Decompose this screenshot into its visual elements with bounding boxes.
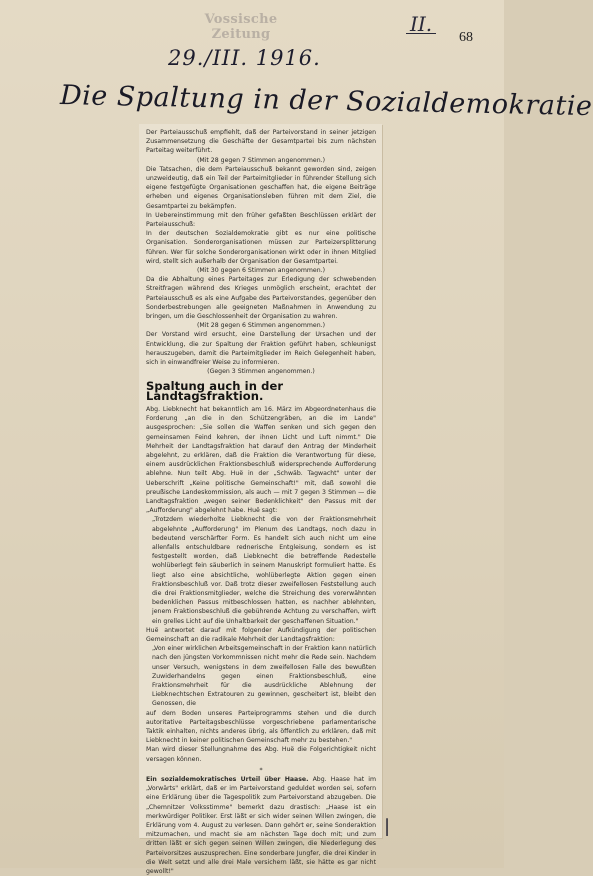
article-paragraph: Da die Abhaltung eines Parteitages zur Erledigung der schwebenden Streitfragen während des Krieges unmöglich erscheint, erachtet der Parteiausschuß es als eine Aufgabe des Parteivorstandes, gegenüber den Sonderbestrebungen alle geeigneten Maßnahmen in Anwendung zu bringen, um die Geschlossenheit der Organisation zu wahren. bbox=[146, 276, 376, 321]
article-paragraph: Man wird dieser Stellungnahme des Abg. Huë die Folgerichtigkeit nicht versagen können. bbox=[146, 746, 376, 763]
lead-body: Abg. Haase hat im „Vorwärts" erklärt, daß er im Parteivorstand geduldet worden sei, sofern eine Erklärung über die Tagespolitik zum Parteivorstand abzugeben. Die „Chemnitzer Volksstimme" bemerkt dazu drastisch: „Haase ist ein merkwürdiger Politiker. Erst läßt er sich wider seinen Willen zwingen, die Erklärung vom 4. August zu verlesen. Dann gehört er, seine Sonderaktion mitzumachen, und macht sie am nächsten Tage doch mit; und zum dritten läßt er sich gegen seinen Willen zwingen, die Niederlegung des Parteivorsitzes auszusprechen. Eine sonderbare Jungfer, die drei Kinder in die Welt setzt und alle drei Male versichern läßt, sie hätte es gar nicht gewollt!" bbox=[146, 776, 377, 876]
article-paragraph: Der Vorstand wird ersucht, eine Darstellung der Ursachen und der Entwicklung, die zur Spaltung der Fraktion geführt haben, schleunigst herauszugeben, damit die Parteimitglieder im Reich Gelegenheit haben, sich in einwandfreier Weise zu informieren. bbox=[146, 331, 376, 367]
newspaper-clipping bbox=[139, 124, 382, 876]
article-paragraph: Abg. Liebknecht hat bekanntlich am 16. März im Abgeordnetenhaus die Forderung „an die in den Schützengräben, an die im Lande" ausgesprochen: „Sie sollen die Waffen senken und sich gegen den gemeinsamen Feind kehren, der ihnen Licht und Luft nimmt." Die Mehrheit der Landtagsfraktion hat darauf den Antrag der Minderheit abgelehnt, zu erklären, daß die Fraktion die Verantwortung für diese, einem ausdrücklichen Fraktionsbeschluß widersprechende Aufforderung ablehne. Nun teilt Abg. Huë in der „Schwäb. Tagwacht" unter der Ueberschrift „Keine politische Gemeinschaft!" mit, daß sowohl die preußische Landeskommission, als auch — mit 7 gegen 3 Stimmen — die Landtagsfraktion „wegen seiner Bedenklichkeit" den Passus mit der „Aufforderung" abgelehnt habe. Huë sagt: bbox=[146, 405, 376, 515]
page-number: 68 bbox=[459, 30, 473, 45]
vote-result: (Mit 30 gegen 6 Stimmen angenommen.) bbox=[196, 267, 326, 275]
article-paragraph: In Uebereinstimmung mit den früher gefaßten Beschlüssen erklärt der Parteiausschuß: bbox=[146, 211, 376, 229]
handwritten-date: 29./III. 1916. bbox=[168, 46, 321, 70]
newspaper-stamp: Vossische Zeitung bbox=[204, 12, 278, 42]
article-heading: Spaltung auch in der Landtagsfraktion. bbox=[146, 379, 284, 403]
article-paragraph: Der Parteiausschuß empfiehlt, daß der Parteivorstand in seiner jetzigen Zusammensetzung die Geschäfte der Gesamtpartei bis zum nächsten Parteitag weiterführt. bbox=[146, 129, 376, 155]
section-divider: * bbox=[259, 766, 263, 774]
lead-in: Ein sozialdemokratisches Urteil über Haase. bbox=[146, 776, 309, 784]
article-paragraph: auf dem Boden unseres Parteiprogramms stehen und die durch autoritative Parteitagsbeschlüsse vorgeschriebene parlamentarische Taktik einhalten, nichts anderes übrig, als öffentlich zu erklären, daß mit Liebknecht in keiner politischen Gemeinschaft mehr zu bestehen." bbox=[146, 709, 376, 745]
handwritten-title: Die Spaltung in der Sozialdemokratie bbox=[59, 80, 593, 123]
vote-result: (Mit 28 gegen 6 Stimmen angenommen.) bbox=[196, 322, 326, 330]
article-paragraph: Die Tatsachen, die dem Parteiausschuß bekannt geworden sind, zeigen unzweideutig, daß ein Teil der Parteimitglieder in führender Stellung sich eigene festgefügte Organisationen geschaffen hat, die eigene Beiträge erheben und eigenes Organisationsleben führen mit dem Ziel, die Gesamtpartei zu bekämpfen. bbox=[146, 165, 376, 210]
vote-result: (Gegen 3 Stimmen angenommen.) bbox=[207, 368, 315, 376]
vote-result: (Mit 28 gegen 7 Stimmen angenommen.) bbox=[196, 156, 326, 164]
margin-mark: | bbox=[384, 816, 391, 837]
article-quote: „Von einer wirklichen Arbeitsgemeinschaft in der Fraktion kann natürlich nach den jüngsten Vorkommnissen nicht mehr die Rede sein. Nachdem unser Versuch, wenigstens in dem zweifellosen Falle des bewußten Zuwiderhandelns gegen einen Fraktionsbeschluß, eine Fraktionsmehrheit für die ausdrückliche Ablehnung der Liebknechtschen Extratouren zu gewinnen, gescheitert ist, bleibt den Genossen, die bbox=[152, 645, 376, 708]
article-quote: „Trotzdem wiederholte Liebknecht die von der Fraktionsmehrheit abgelehnte „Aufforderung" im Plenum des Landtags, noch dazu in bedeutend verschärfter Form. Es handelt sich auch nicht um eine allenfalls entschuldbare rednerische Entgleisung, sondern es ist festgestellt worden, daß Liebknecht die betreffende Redestelle wohlüberlegt fein säuberlich in seinem Manuskript formuliert hatte. Es liegt also eine absichtliche, wohlüberlegte Aktion gegen einen Fraktionsbeschluß vor. Daß trotz dieser zweifellosen Feststellung auch die drei Fraktionsmitglieder, welche die Streichung des vorerwähnten bedenklichen Passus mitbeschlossen hatten, es nachher ablehnten, jenem Fraktionsbeschluß die gebührende Achtung zu verschaffen, wirft ein grelles Licht auf die Unhaltbarkeit der geschaffenen Situation." bbox=[152, 516, 376, 625]
roman-numeral: II. bbox=[410, 12, 433, 36]
article-paragraph bbox=[146, 775, 376, 876]
article-paragraph: In der deutschen Sozialdemokratie gibt es nur eine politische Organisation. Sonderorganisationen müssen zur Parteizersplitterung führen. Wer für solche Sonderorganisationen wirkt oder in ihnen Mitglied wird, stellt sich außerhalb der Organisation der Gesamtpartei. bbox=[146, 230, 376, 265]
article-paragraph: Huë antwortet darauf mit folgender Aufkündigung der politischen Gemeinschaft an die radikale Mehrheit der Landtagsfraktion: bbox=[146, 626, 376, 643]
